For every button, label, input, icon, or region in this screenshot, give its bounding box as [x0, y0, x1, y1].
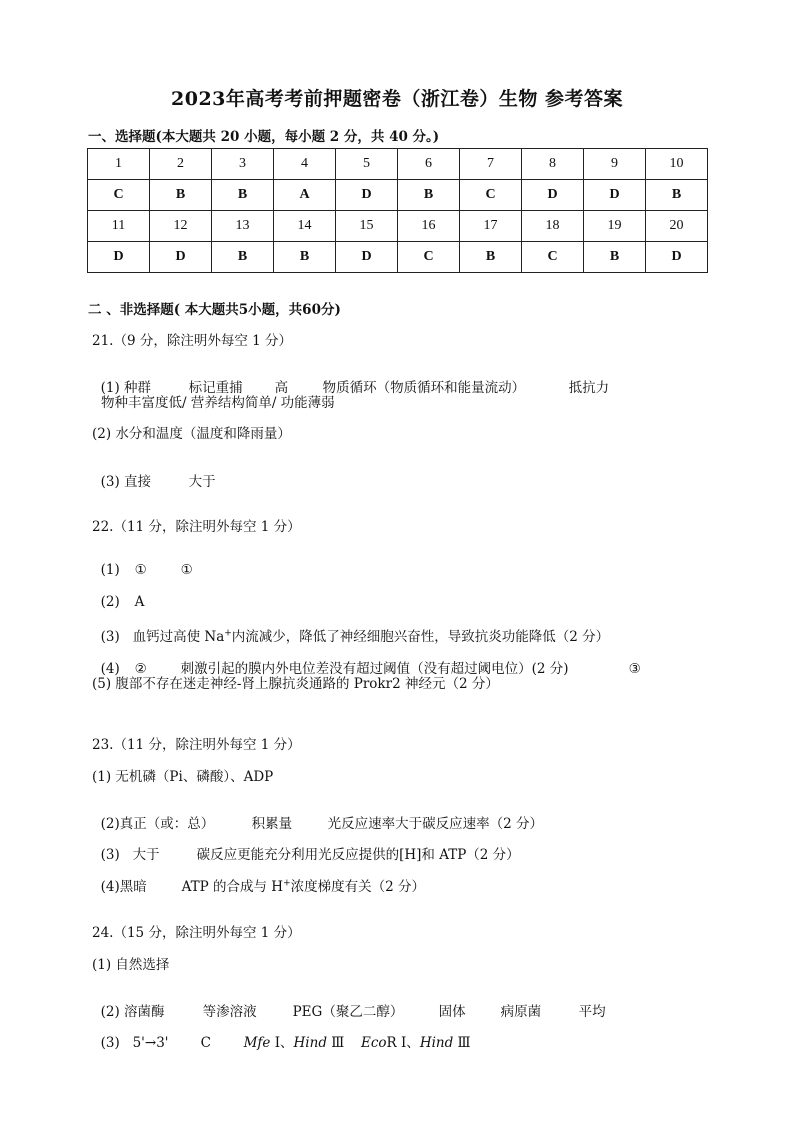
table-cell: 8: [522, 149, 584, 180]
table-cell: 1: [88, 149, 150, 180]
q22-answer-1: [92, 546, 193, 578]
table-cell: B: [274, 242, 336, 273]
table-row: [88, 149, 708, 180]
answer-text: 积累量: [251, 816, 293, 832]
table-cell: 18: [522, 211, 584, 242]
table-cell: 3: [212, 149, 274, 180]
answer-text: 血钙过高使 Na: [132, 629, 225, 645]
answer-text: 大于: [132, 847, 160, 863]
answer-text: (1) 种群: [100, 380, 152, 396]
table-cell: D: [336, 180, 398, 211]
q21-heading: 21.（9 分，除注明外每空 1 分）: [92, 333, 293, 349]
answer-text: ③: [628, 661, 641, 677]
q24-answer-1: (1) 自然选择: [92, 957, 170, 973]
answer-text: 高: [274, 380, 289, 396]
q22-answer-2: [92, 578, 144, 610]
answer-text: ①: [180, 562, 193, 578]
table-cell: 7: [460, 149, 522, 180]
answer-text: 浓度梯度有关（2 分）: [290, 879, 425, 895]
answer-text: 内流减少，降低了神经细胞兴奋性，导致抗炎功能降低（2 分）: [231, 629, 610, 645]
answer-text: ②: [134, 661, 147, 677]
answer-text: 刺激引起的膜内外电位差没有超过阈值（没有超过阈电位）(2 分): [180, 661, 569, 677]
superscript: +: [224, 628, 232, 639]
answer-text: R Ⅰ、: [386, 1035, 420, 1051]
table-cell: B: [398, 180, 460, 211]
enzyme-name: Mfe: [243, 1035, 271, 1051]
q24-heading: 24.（15 分，除注明外每空 1 分）: [92, 925, 301, 941]
table-cell: D: [584, 180, 646, 211]
table-row: [88, 211, 708, 242]
table-cell: D: [522, 180, 584, 211]
answer-text: (3) 直接: [100, 474, 152, 490]
answer-text: (2)真正（或：总）: [100, 816, 215, 832]
q22-answer-3: [92, 609, 609, 645]
answer-text: 光反应速率大于碳反应速率（2 分）: [327, 816, 543, 832]
answer-text: 物质循环（物质循环和能量流动）: [322, 380, 526, 396]
enzyme-name: Eco: [360, 1035, 387, 1051]
answer-text: 病原菌: [500, 1004, 542, 1020]
q23-answer-3: [92, 827, 520, 863]
answer-text: PEG（聚乙二醇）: [292, 1004, 404, 1020]
answer-text: (3): [100, 847, 120, 863]
table-cell: B: [150, 180, 212, 211]
table-cell: 2: [150, 149, 212, 180]
page-title: 2023年高考考前押题密卷（浙江卷）生物 参考答案: [171, 88, 623, 110]
q22-heading: 22.（11 分，除注明外每空 1 分）: [92, 519, 301, 535]
table-cell: C: [460, 180, 522, 211]
table-cell: C: [398, 242, 460, 273]
enzyme-name: Hind: [293, 1035, 327, 1051]
q21-answer-3: [92, 454, 216, 490]
table-row: [88, 180, 708, 211]
table-cell: 17: [460, 211, 522, 242]
answer-text: (2): [100, 594, 120, 610]
table-cell: 15: [336, 211, 398, 242]
answer-text: (2) 溶菌酶: [100, 1004, 165, 1020]
answer-text: 大于: [188, 474, 216, 490]
table-cell: B: [212, 180, 274, 211]
section1-heading: 一、选择题(本大题共 20 小题，每小题 2 分，共 40 分。): [88, 129, 440, 145]
answer-text: 抵抗力: [568, 380, 610, 396]
enzyme-name: Hind: [419, 1035, 454, 1051]
answer-text: 碳反应更能充分利用光反应提供的[H]和 ATP（2 分）: [196, 847, 520, 863]
answer-text: Ⅲ: [453, 1035, 471, 1051]
answer-text: Ⅰ、: [270, 1035, 294, 1051]
answer-text: C: [200, 1035, 211, 1051]
section2-heading: 二 、非选择题( 本大题共5小题，共60分): [88, 302, 341, 318]
answer-text: 平均: [578, 1004, 606, 1020]
q24-answer-3: [92, 1015, 471, 1051]
table-cell: 9: [584, 149, 646, 180]
answer-text: Ⅲ: [326, 1035, 345, 1051]
table-cell: D: [646, 242, 708, 273]
table-cell: 16: [398, 211, 460, 242]
table-cell: 14: [274, 211, 336, 242]
table-cell: B: [646, 180, 708, 211]
table-cell: 4: [274, 149, 336, 180]
table-cell: 12: [150, 211, 212, 242]
table-cell: 10: [646, 149, 708, 180]
table-cell: 19: [584, 211, 646, 242]
answer-text: ATP 的合成与 H: [181, 879, 284, 895]
q23-answer-4: [92, 859, 425, 895]
table-cell: 5: [336, 149, 398, 180]
q21-answer-1b: 物种丰富度低/ 营养结构简单/ 功能薄弱: [101, 395, 335, 411]
table-row: [88, 242, 708, 273]
table-cell: 11: [88, 211, 150, 242]
answer-text: ①: [134, 562, 147, 578]
table-cell: 6: [398, 149, 460, 180]
table-cell: C: [522, 242, 584, 273]
q23-answer-1: (1) 无机磷（Pi、磷酸）、ADP: [92, 769, 274, 785]
answer-text: (4): [100, 661, 120, 677]
table-cell: D: [150, 242, 212, 273]
answer-text: A: [134, 594, 145, 610]
answer-text: (4)黑暗: [100, 879, 147, 895]
answer-text: 等渗溶液: [202, 1004, 257, 1020]
q21-answer-2: (2) 水分和温度（温度和降雨量）: [92, 426, 291, 442]
q23-heading: 23.（11 分，除注明外每空 1 分）: [92, 737, 301, 753]
table-cell: A: [274, 180, 336, 211]
answer-text: (3): [100, 629, 120, 645]
table-cell: 13: [212, 211, 274, 242]
answer-text: (1): [100, 562, 120, 578]
table-cell: B: [584, 242, 646, 273]
answer-text: 标记重捕: [188, 380, 243, 396]
table-cell: 20: [646, 211, 708, 242]
table-cell: B: [212, 242, 274, 273]
answer-table: [87, 148, 708, 273]
table-cell: B: [460, 242, 522, 273]
answer-text: 5'→3': [132, 1035, 169, 1051]
superscript: +: [283, 878, 291, 889]
answer-text: 固体: [438, 1004, 466, 1020]
table-cell: C: [88, 180, 150, 211]
answer-text: (3): [100, 1035, 120, 1051]
q22-answer-5: (5) 腹部不存在迷走神经-肾上腺抗炎通路的 Prokr2 神经元（2 分）: [92, 676, 499, 692]
table-cell: D: [88, 242, 150, 273]
table-cell: D: [336, 242, 398, 273]
